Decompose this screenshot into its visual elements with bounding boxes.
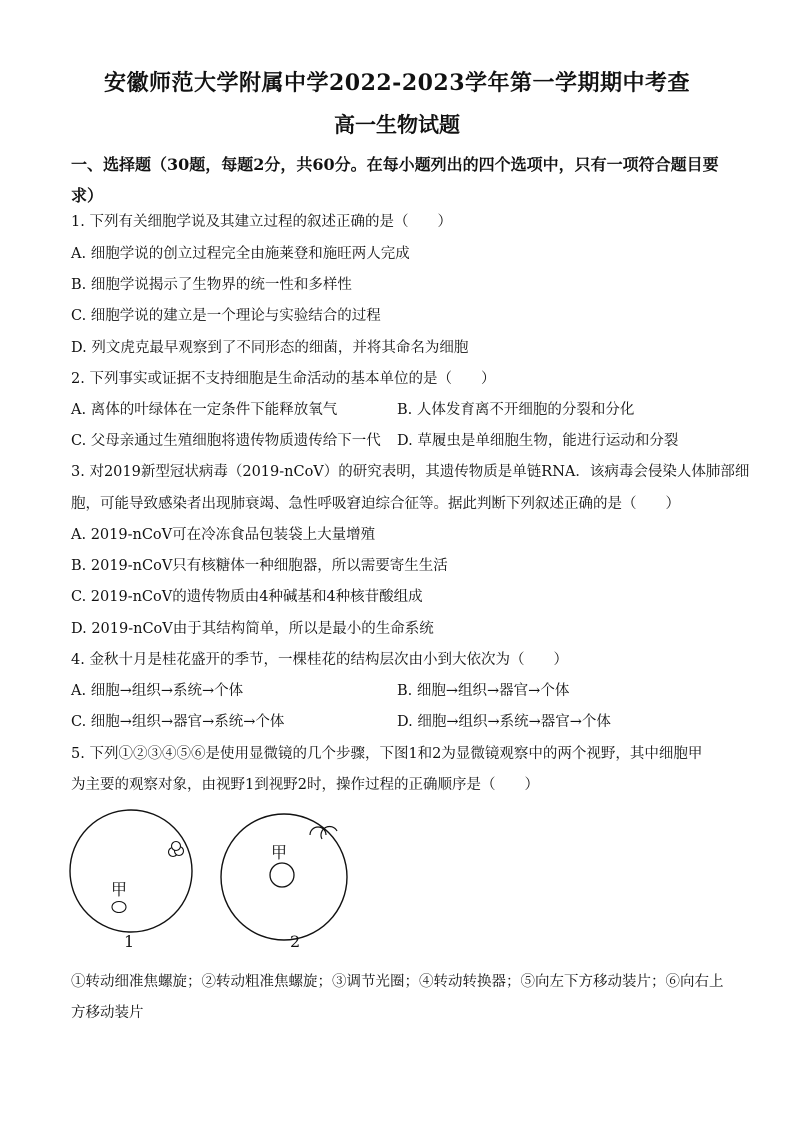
- q4-option-a: A. 细胞→组织→系统→个体: [71, 683, 244, 699]
- q1-option-b: B. 细胞学说揭示了生物界的统一性和多样性: [71, 277, 352, 293]
- q3-option-b: B. 2019-nCoV只有核糖体一种细胞器，所以需要寄生生活: [71, 558, 448, 574]
- q4-option-c: C. 细胞→组织→器官→系统→个体: [71, 714, 285, 730]
- exam-title: 安徽师范大学附属中学2022-2023学年第一学期期中考查: [103, 70, 691, 96]
- view-2-number: 2: [290, 932, 301, 951]
- q3-stem-line1: 3. 对2019新型冠状病毒（2019-nCoV）的研究表明，其遗传物质是单链RNA．该病毒会侵染人体肺部细: [71, 464, 750, 480]
- view-1-number: 1: [124, 932, 135, 951]
- q2-option-d: D. 草履虫是单细胞生物，能进行运动和分裂: [397, 433, 679, 449]
- q3-option-d: D. 2019-nCoV由于其结构简单，所以是最小的生命系统: [71, 621, 434, 637]
- q5-steps-line2: 方移动装片: [71, 1005, 144, 1021]
- q2-stem: 2. 下列事实或证据不支持细胞是生命活动的基本单位的是（ ）: [71, 371, 496, 387]
- q4-stem: 4. 金秋十月是桂花盛开的季节，一棵桂花的结构层次由小到大依次为（ ）: [71, 652, 568, 668]
- q2-option-a: A. 离体的叶绿体在一定条件下能释放氧气: [71, 402, 338, 418]
- q4-option-b: B. 细胞→组织→器官→个体: [397, 683, 570, 699]
- view-1-jia-label: 甲: [111, 880, 128, 899]
- q5-stem-line2: 为主要的观察对象，由视野1到视野2时，操作过程的正确顺序是（ ）: [71, 777, 539, 793]
- q1-option-c: C. 细胞学说的建立是一个理论与实验结合的过程: [71, 308, 381, 324]
- q5-steps-line1: ①转动细准焦螺旋；②转动粗准焦螺旋；③调节光圈；④转动转换器；⑤向左下方移动装片；⑥向右上: [71, 974, 724, 990]
- q1-stem: 1. 下列有关细胞学说及其建立过程的叙述正确的是（ ）: [71, 214, 452, 230]
- exam-subtitle: 高一生物试题: [334, 112, 460, 137]
- view-1-cell-jia: [112, 902, 126, 913]
- view-1-small-cell: [172, 842, 181, 851]
- q3-stem-line2: 胞，可能导致感染者出现肺衰竭、急性呼吸窘迫综合征等。据此判断下列叙述正确的是（ ）: [71, 496, 680, 512]
- view-2-jia-label: 甲: [271, 843, 288, 862]
- section-heading: 一、选择题（30题，每题2分，共60分。在每小题列出的四个选项中，只有一项符合题目要求）: [71, 155, 719, 205]
- q3-option-c: C. 2019-nCoV的遗传物质由4种碱基和4种核苷酸组成: [71, 589, 423, 605]
- microscope-views-svg: [60, 805, 380, 955]
- q5-stem-line1: 5. 下列①②③④⑤⑥是使用显微镜的几个步骤，下图1和2为显微镜观察中的两个视野，其中细胞甲: [71, 746, 703, 762]
- view-1-circle: [70, 810, 192, 932]
- q2-option-c: C. 父母亲通过生殖细胞将遗传物质遗传给下一代: [71, 433, 381, 449]
- microscope-views-figure: [60, 805, 380, 955]
- q2-option-b: B. 人体发育离不开细胞的分裂和分化: [397, 402, 635, 418]
- view-2-cell-jia: [270, 863, 294, 887]
- q1-option-d: D. 列文虎克最早观察到了不同形态的细菌，并将其命名为细胞: [71, 340, 469, 356]
- q4-option-d: D. 细胞→组织→系统→器官→个体: [397, 714, 611, 730]
- q3-option-a: A. 2019-nCoV可在冷冻食品包装袋上大量增殖: [71, 527, 376, 543]
- q1-option-a: A. 细胞学说的创立过程完全由施莱登和施旺两人完成: [71, 246, 410, 262]
